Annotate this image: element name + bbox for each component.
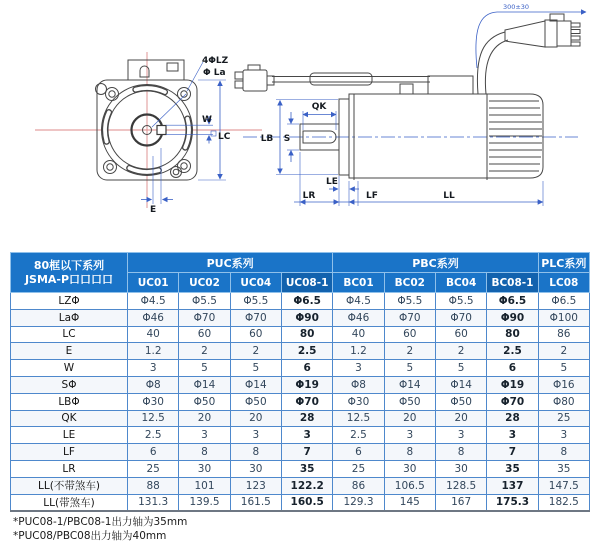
table-row [11,410,590,427]
spec-cell: Φ5.5 [384,293,435,310]
row-label: SΦ [11,376,128,393]
spec-cell: Φ70 [435,309,486,326]
spec-cell: 6 [487,360,538,377]
series-group-header: PLC系列 [538,253,589,273]
model-column-header: LC08 [538,273,589,293]
spec-cell: 147.5 [538,477,589,494]
spec-cell: 3 [128,360,179,377]
spec-cell: Φ4.5 [128,293,179,310]
spec-cell: Φ70 [487,393,538,410]
row-label: LaΦ [11,309,128,326]
row-label: LBΦ [11,393,128,410]
spec-cell: 28 [281,410,332,427]
spec-cell: 145 [384,494,435,511]
spec-cell: Φ70 [281,393,332,410]
dim-label-cable-length: 300±30 [502,3,530,11]
row-label: LL(不带煞车) [11,477,128,494]
spec-cell: Φ8 [128,376,179,393]
table-row [11,309,590,326]
spec-cell: Φ80 [538,393,589,410]
spec-cell: 35 [487,460,538,477]
spec-cell: 101 [179,477,230,494]
row-label: LL(带煞车) [11,494,128,511]
power-connector-icon [505,14,580,47]
table-row [11,444,590,461]
spec-cell: 30 [179,460,230,477]
spec-cell: 6 [333,444,384,461]
spec-cell: Φ50 [179,393,230,410]
model-column-header: UC01 [128,273,179,293]
spec-cell: Φ16 [538,376,589,393]
spec-cell: 8 [384,444,435,461]
model-column-header: UC02 [179,273,230,293]
spec-cell: Φ50 [384,393,435,410]
spec-cell: 25 [333,460,384,477]
dim-label-lb: LB [260,134,274,144]
dim-label-la: Φ La [203,68,226,78]
dim-label-lc: LC [218,132,231,142]
spec-cell: 86 [333,477,384,494]
table-row [11,360,590,377]
spec-cell: 60 [435,326,486,343]
spec-cell: 137 [487,477,538,494]
spec-cell: 12.5 [128,410,179,427]
spec-cell: 123 [230,477,281,494]
spec-cell: 40 [128,326,179,343]
spec-cell: 2 [230,343,281,360]
dim-label-ll: LL [443,191,455,201]
spec-cell: 122.2 [281,477,332,494]
spec-cell: 30 [384,460,435,477]
spec-cell: 3 [384,427,435,444]
spec-cell: Φ4.5 [333,293,384,310]
spec-cell: 20 [435,410,486,427]
table-corner-header: 80框以下系列 JSMA-P口口口口 [11,253,128,293]
spec-cell: 3 [179,427,230,444]
spec-cell: Φ5.5 [435,293,486,310]
spec-cell: 6 [281,360,332,377]
row-label: LZΦ [11,293,128,310]
spec-cell: Φ30 [333,393,384,410]
spec-cell: 1.2 [128,343,179,360]
spec-cell: Φ46 [333,309,384,326]
spec-cell: Φ14 [384,376,435,393]
spec-cell: 160.5 [281,494,332,511]
rear-fins-icon [489,101,542,171]
dim-label-lf: LF [366,191,378,201]
spec-cell: 131.3 [128,494,179,511]
spec-table [10,252,590,512]
footnote-2: *PUC08/PBC08出力轴为40mm [13,530,167,543]
spec-cell: 5 [179,360,230,377]
spec-cell: Φ50 [435,393,486,410]
spec-cell: Φ14 [230,376,281,393]
spec-cell: Φ8 [333,376,384,393]
spec-cell: 7 [487,444,538,461]
spec-cell: 161.5 [230,494,281,511]
spec-cell: 2 [435,343,486,360]
spec-cell: 88 [128,477,179,494]
spec-cell: Φ19 [281,376,332,393]
row-label: E [11,343,128,360]
spec-cell: 25 [128,460,179,477]
spec-cell: 3 [230,427,281,444]
dim-label-e: E [150,205,157,215]
spec-cell: 1.2 [333,343,384,360]
spec-cell: Φ14 [435,376,486,393]
row-label: QK [11,410,128,427]
spec-cell: 128.5 [435,477,486,494]
spec-cell: 8 [435,444,486,461]
spec-cell: 129.3 [333,494,384,511]
spec-cell: 2 [384,343,435,360]
spec-cell: 5 [435,360,486,377]
spec-cell: Φ70 [230,309,281,326]
spec-cell: Φ100 [538,309,589,326]
spec-cell: 5 [538,360,589,377]
spec-cell: 86 [538,326,589,343]
spec-cell: Φ6.5 [538,293,589,310]
spec-cell: 3 [538,427,589,444]
spec-cell: Φ6.5 [281,293,332,310]
spec-cell: 5 [384,360,435,377]
spec-cell: 80 [487,326,538,343]
table-row [11,376,590,393]
spec-cell: 167 [435,494,486,511]
spec-cell: 3 [333,360,384,377]
spec-cell: 30 [435,460,486,477]
spec-cell: 2 [179,343,230,360]
spec-cell: Φ6.5 [487,293,538,310]
dim-label-w: W [202,115,212,125]
row-label: LC [11,326,128,343]
spec-cell: 28 [487,410,538,427]
table-row [11,494,590,511]
encoder-connector-icon [235,65,274,91]
spec-cell: 30 [230,460,281,477]
series-group-header: PUC系列 [128,253,333,273]
spec-cell: Φ90 [487,309,538,326]
dim-label-qk: QK [311,102,327,112]
spec-cell: 80 [281,326,332,343]
dim-label-le: LE [326,177,338,187]
spec-cell: 12.5 [333,410,384,427]
spec-cell: 3 [281,427,332,444]
dim-label-s: S [283,134,291,144]
spec-cell: 60 [230,326,281,343]
spec-cell: 7 [281,444,332,461]
spec-cell: Φ5.5 [230,293,281,310]
spec-cell: 35 [281,460,332,477]
series-group-header: PBC系列 [333,253,538,273]
spec-cell: 2.5 [487,343,538,360]
spec-cell: 2 [538,343,589,360]
spec-cell: 40 [333,326,384,343]
spec-cell: Φ30 [128,393,179,410]
table-row [11,326,590,343]
table-row [11,460,590,477]
spec-cell: 35 [538,460,589,477]
model-column-header: BC04 [435,273,486,293]
spec-cell: 139.5 [179,494,230,511]
spec-cell: 3 [435,427,486,444]
row-label: LE [11,427,128,444]
cable-sleeve-icon [310,73,372,85]
spec-cell: 106.5 [384,477,435,494]
spec-cell: 2.5 [128,427,179,444]
spec-cell: Φ19 [487,376,538,393]
spec-cell: 25 [538,410,589,427]
table-row [11,293,590,310]
spec-cell: 3 [487,427,538,444]
spec-cell: Φ70 [179,309,230,326]
spec-cell: 182.5 [538,494,589,511]
spec-cell: 8 [179,444,230,461]
row-label: W [11,360,128,377]
dim-label-4lz: 4ΦLZ [202,56,229,66]
spec-cell: 20 [179,410,230,427]
model-column-header: BC01 [333,273,384,293]
table-row [11,393,590,410]
spec-cell: 175.3 [487,494,538,511]
front-view [35,52,262,215]
model-column-header: UC08-1 [281,273,332,293]
spec-cell: 60 [179,326,230,343]
model-column-header: BC08-1 [487,273,538,293]
dim-label-lr: LR [302,191,316,201]
model-column-header: UC04 [230,273,281,293]
table-row [11,343,590,360]
table-row [11,427,590,444]
spec-cell: Φ50 [230,393,281,410]
spec-cell: Φ14 [179,376,230,393]
spec-cell: Φ70 [384,309,435,326]
row-label: LF [11,444,128,461]
model-column-header: BC02 [384,273,435,293]
dimension-drawing [0,0,600,248]
spec-cell: 20 [230,410,281,427]
spec-cell: 8 [538,444,589,461]
spec-cell: 60 [384,326,435,343]
spec-cell: Φ90 [281,309,332,326]
spec-cell: Φ5.5 [179,293,230,310]
spec-cell: 6 [128,444,179,461]
spec-cell: 2.5 [281,343,332,360]
footnote-1: *PUC08-1/PBC08-1出力轴为35mm [13,516,188,528]
footnotes [13,515,187,543]
spec-cell: 2.5 [333,427,384,444]
spec-cell: 20 [384,410,435,427]
table-row [11,477,590,494]
spec-cell: 8 [230,444,281,461]
side-view [235,3,586,206]
row-label: LR [11,460,128,477]
spec-cell: 5 [230,360,281,377]
spec-cell: Φ46 [128,309,179,326]
